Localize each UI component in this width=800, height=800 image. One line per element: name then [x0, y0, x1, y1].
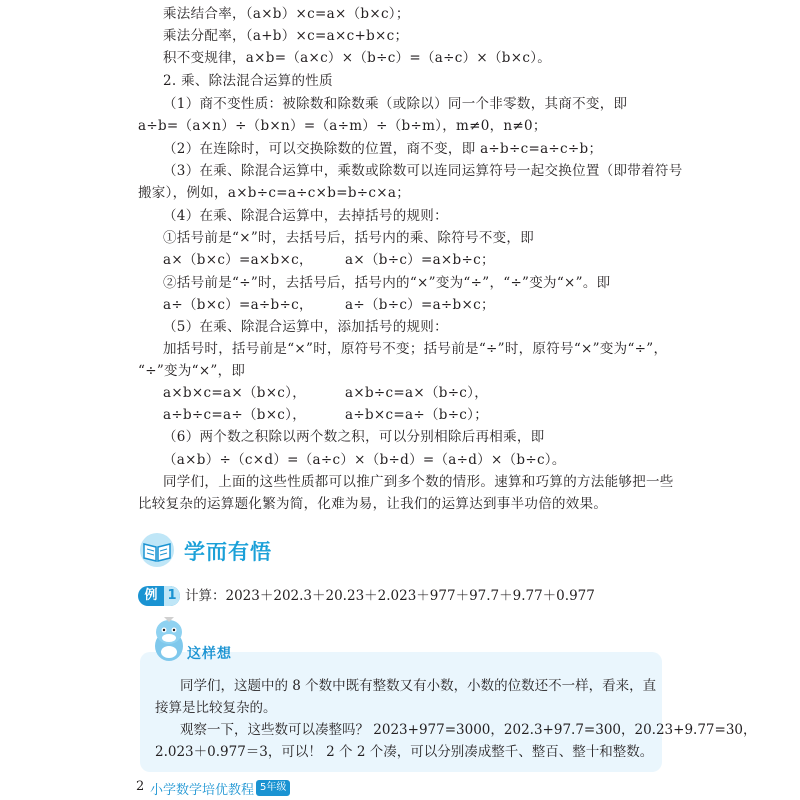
book-title: 小学数学培优教程: [150, 783, 255, 798]
think-line: 2.023＋0.977＝3，可以！ 2 个 2 个凑，可以分别凑成整千、整百、整十和整数。: [155, 744, 654, 760]
think-line: 接算是比较复杂的。: [155, 700, 277, 716]
body-line: （2）在连除时，可以交换除数的位置，商不变，即 a÷b÷c=a÷c÷b；: [163, 141, 603, 157]
body-line: 积不变规律，a×b=（a×c）×（b÷c）=（a÷c）×（b×c）。: [163, 50, 552, 66]
think-line: 观察一下，这些数可以凑整吗？ 2023+977=3000，202.3+97.7=300，20.23+9.77=30，: [180, 722, 757, 738]
body-line: a÷（b÷c）=a÷b×c；: [345, 297, 495, 313]
dolphin-mascot-icon: [148, 614, 190, 664]
body-line: （3）在乘、除混合运算中，乘数或除数可以连同运算符号一起交换位置（即带着符号: [163, 163, 683, 179]
example-badge: [138, 586, 180, 606]
example-problem: 计算：2023＋202.3＋20.23＋2.023＋977＋97.7＋9.77＋0.977: [185, 588, 595, 604]
body-line: 搬家），例如，a×b÷c=a÷c×b=b÷c×a；: [138, 185, 410, 201]
think-title: 这样想: [187, 646, 232, 662]
body-line: a×（b÷c）=a×b÷c；: [345, 252, 495, 268]
body-line: “÷”变为“×”，即: [138, 363, 246, 379]
body-line: a÷b×c=a÷（b÷c）；: [345, 407, 489, 423]
section-title: 学而有悟: [184, 540, 272, 564]
body-line: 比较复杂的运算题化繁为简，化难为易，让我们的运算达到事半功倍的效果。: [138, 496, 608, 512]
body-line: 乘法分配率，（a+b）×c=a×c+b×c；: [163, 28, 409, 44]
open-book-icon: [138, 530, 176, 568]
body-line: 乘法结合率，（a×b）×c=a×（b×c）；: [163, 6, 410, 22]
body-line: ②括号前是“÷”时，去括号后，括号内的“×”变为“÷”，“÷”变为“×”。即: [163, 275, 611, 291]
body-line: 同学们，上面的这些性质都可以推广到多个数的情形。速算和巧算的方法能够把一些: [163, 474, 674, 490]
body-line: a÷b=（a×n）÷（b×n）=（a÷m）÷（b÷m），m≠0，n≠0；: [138, 118, 547, 134]
body-line: （4）在乘、除混合运算中，去掉括号的规则：: [163, 208, 448, 224]
think-line: 同学们，这题中的 8 个数中既有整数又有小数，小数的位数还不一样，看来，直: [180, 678, 657, 694]
body-line: a÷b÷c=a÷（b×c），: [163, 407, 307, 423]
body-line: 2. 乘、除法混合运算的性质: [163, 73, 333, 89]
body-line: ①括号前是“×”时，去括号后，括号内的乘、除符号不变，即: [163, 230, 535, 246]
section-heading: [138, 530, 338, 570]
body-line: a×b×c=a×（b×c），: [163, 385, 307, 401]
body-line: （a×b）÷（c×d）=（a÷c）×（b÷d）=（a÷d）×（b÷c）。: [163, 452, 566, 468]
grade-badge: 5年级: [256, 780, 290, 796]
page-number: 2: [136, 779, 145, 794]
body-line: （5）在乘、除混合运算中，添加括号的规则：: [163, 319, 448, 335]
body-line: a×（b×c）=a×b×c，: [163, 252, 313, 268]
body-line: （6）两个数之积除以两个数之积，可以分别相除后再相乘，即: [163, 429, 545, 445]
body-line: a÷（b×c）=a÷b÷c，: [163, 297, 313, 313]
example-number: 1: [164, 586, 180, 606]
example-label: 例: [144, 588, 158, 603]
body-line: （1）商不变性质：被除数和除数乘（或除以）同一个非零数，其商不变，即: [163, 96, 628, 112]
body-line: a×b÷c=a×（b÷c），: [345, 385, 489, 401]
body-line: 加括号时，括号前是“×”时，原符号不变；括号前是“÷”时，原符号“×”变为“÷”，: [163, 341, 668, 357]
